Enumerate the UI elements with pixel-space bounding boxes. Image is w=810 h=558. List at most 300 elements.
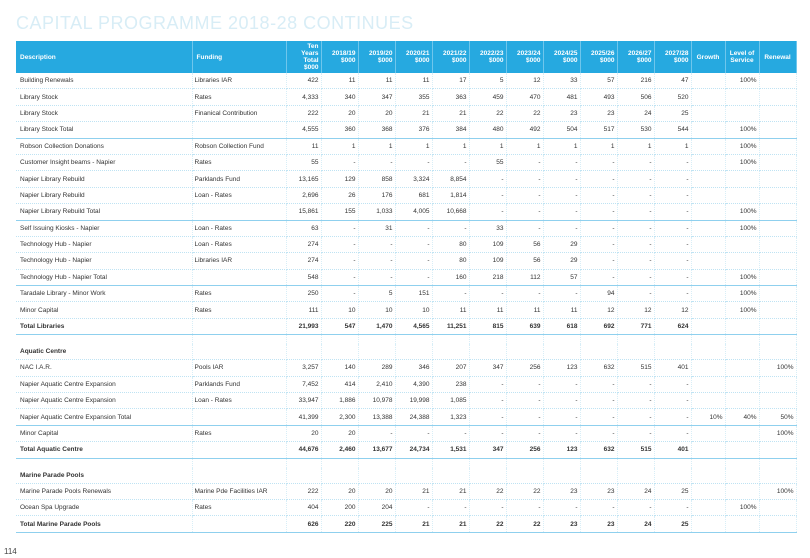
cell-value: - bbox=[358, 253, 395, 269]
cell-value: 1,323 bbox=[432, 409, 469, 425]
column-header: 2021/22 $000 bbox=[432, 41, 469, 73]
cell-description: Minor Capital bbox=[16, 425, 192, 441]
cell-value bbox=[691, 499, 725, 515]
cell-value bbox=[759, 458, 796, 468]
cell-value: 7,452 bbox=[286, 376, 321, 392]
cell-value: 94 bbox=[580, 286, 617, 302]
cell-value bbox=[759, 89, 796, 105]
cell-value: - bbox=[469, 171, 506, 187]
cell-value: 771 bbox=[617, 318, 654, 334]
cell-funding bbox=[192, 409, 286, 425]
cell-value: 25 bbox=[654, 105, 691, 121]
cell-value: 11 bbox=[321, 73, 358, 89]
cell-description bbox=[16, 458, 192, 468]
cell-value: 1 bbox=[617, 138, 654, 154]
cell-value: 11,251 bbox=[432, 318, 469, 334]
cell-value: 100% bbox=[725, 122, 759, 138]
cell-value: - bbox=[617, 376, 654, 392]
cell-funding: Rates bbox=[192, 499, 286, 515]
cell-value bbox=[725, 516, 759, 532]
cell-funding bbox=[192, 122, 286, 138]
cell-value: 2,696 bbox=[286, 187, 321, 203]
cell-value bbox=[691, 425, 725, 441]
cell-description: Napier Library Rebuild bbox=[16, 187, 192, 203]
cell-description: Ocean Spa Upgrade bbox=[16, 499, 192, 515]
cell-funding: Marine Pde Facilities IAR bbox=[192, 483, 286, 499]
cell-value: 21 bbox=[395, 516, 432, 532]
table-row bbox=[16, 154, 796, 170]
cell-value bbox=[759, 171, 796, 187]
cell-value: 376 bbox=[395, 122, 432, 138]
cell-description: Technology Hub - Napier Total bbox=[16, 269, 192, 285]
cell-funding bbox=[192, 468, 286, 484]
cell-value: - bbox=[580, 171, 617, 187]
cell-value: 207 bbox=[432, 360, 469, 376]
cell-value: - bbox=[506, 409, 543, 425]
cell-value bbox=[691, 269, 725, 285]
section-heading-row bbox=[16, 468, 796, 484]
cell-value bbox=[759, 516, 796, 532]
cell-value: - bbox=[617, 409, 654, 425]
cell-value: 238 bbox=[432, 376, 469, 392]
table-row bbox=[16, 171, 796, 187]
cell-description: Aquatic Centre bbox=[16, 344, 192, 360]
cell-value: - bbox=[321, 286, 358, 302]
cell-value: 1,033 bbox=[358, 204, 395, 220]
cell-value bbox=[321, 458, 358, 468]
table-row bbox=[16, 376, 796, 392]
cell-value bbox=[691, 204, 725, 220]
cell-value bbox=[469, 335, 506, 345]
cell-value: 41,399 bbox=[286, 409, 321, 425]
cell-value: 256 bbox=[506, 442, 543, 458]
cell-value: - bbox=[469, 286, 506, 302]
cell-value bbox=[617, 458, 654, 468]
cell-value: - bbox=[580, 154, 617, 170]
column-header: 2026/27 $000 bbox=[617, 41, 654, 73]
cell-description: Library Stock bbox=[16, 89, 192, 105]
cell-value: 218 bbox=[469, 269, 506, 285]
cell-value: 3,257 bbox=[286, 360, 321, 376]
cell-value bbox=[691, 89, 725, 105]
cell-value: 55 bbox=[469, 154, 506, 170]
cell-value bbox=[691, 360, 725, 376]
cell-value: - bbox=[654, 286, 691, 302]
cell-value: 681 bbox=[395, 187, 432, 203]
cell-value: 33 bbox=[543, 73, 580, 89]
cell-value: - bbox=[543, 286, 580, 302]
cell-value bbox=[395, 344, 432, 360]
cell-value: 815 bbox=[469, 318, 506, 334]
cell-value: - bbox=[432, 499, 469, 515]
cell-value: - bbox=[395, 220, 432, 236]
cell-value: 47 bbox=[654, 73, 691, 89]
cell-value: 493 bbox=[580, 89, 617, 105]
cell-value: 22 bbox=[506, 105, 543, 121]
cell-value: - bbox=[654, 253, 691, 269]
cell-value: - bbox=[469, 425, 506, 441]
cell-value: 21 bbox=[432, 483, 469, 499]
cell-value: 100% bbox=[725, 73, 759, 89]
cell-value: 24,734 bbox=[395, 442, 432, 458]
cell-value: 21 bbox=[432, 105, 469, 121]
subtotal-row bbox=[16, 269, 796, 285]
cell-value bbox=[691, 516, 725, 532]
cell-value: 274 bbox=[286, 253, 321, 269]
cell-value bbox=[759, 468, 796, 484]
cell-description: Total Marine Parade Pools bbox=[16, 516, 192, 532]
cell-value bbox=[286, 344, 321, 360]
cell-value: - bbox=[580, 393, 617, 409]
cell-value bbox=[580, 468, 617, 484]
cell-value bbox=[321, 335, 358, 345]
cell-value: 24 bbox=[617, 483, 654, 499]
cell-value: 24 bbox=[617, 105, 654, 121]
cell-value bbox=[759, 335, 796, 345]
cell-value: 176 bbox=[358, 187, 395, 203]
cell-value: - bbox=[654, 409, 691, 425]
cell-value: 10,978 bbox=[358, 393, 395, 409]
cell-value bbox=[432, 335, 469, 345]
page-number: 114 bbox=[4, 547, 17, 556]
cell-value: 57 bbox=[543, 269, 580, 285]
cell-value: 63 bbox=[286, 220, 321, 236]
cell-value: 100% bbox=[725, 220, 759, 236]
cell-value: 100% bbox=[725, 286, 759, 302]
cell-value: - bbox=[469, 409, 506, 425]
column-header: Renewal bbox=[759, 41, 796, 73]
cell-value: 2,300 bbox=[321, 409, 358, 425]
cell-value: 360 bbox=[321, 122, 358, 138]
cell-value: 4,390 bbox=[395, 376, 432, 392]
cell-value: - bbox=[321, 269, 358, 285]
cell-value: - bbox=[580, 220, 617, 236]
cell-value: 692 bbox=[580, 318, 617, 334]
cell-funding bbox=[192, 318, 286, 334]
column-header: Description bbox=[16, 41, 192, 73]
cell-value: 422 bbox=[286, 73, 321, 89]
cell-value: 480 bbox=[469, 122, 506, 138]
cell-value: - bbox=[395, 269, 432, 285]
cell-value bbox=[580, 335, 617, 345]
cell-value: 25 bbox=[654, 516, 691, 532]
cell-value bbox=[358, 335, 395, 345]
column-header: 2024/25 $000 bbox=[543, 41, 580, 73]
grand-total-row bbox=[16, 442, 796, 458]
cell-value bbox=[654, 344, 691, 360]
cell-value bbox=[759, 138, 796, 154]
cell-value: 8,854 bbox=[432, 171, 469, 187]
cell-value: 109 bbox=[469, 236, 506, 252]
table-row bbox=[16, 483, 796, 499]
cell-value bbox=[432, 344, 469, 360]
cell-description: Technology Hub - Napier bbox=[16, 236, 192, 252]
cell-value bbox=[725, 468, 759, 484]
cell-value: 1 bbox=[395, 138, 432, 154]
cell-value: 1,531 bbox=[432, 442, 469, 458]
cell-value: 204 bbox=[358, 499, 395, 515]
cell-value: - bbox=[358, 269, 395, 285]
cell-value: 11 bbox=[358, 73, 395, 89]
cell-value: - bbox=[617, 425, 654, 441]
cell-value: 26 bbox=[321, 187, 358, 203]
column-header: 2020/21 $000 bbox=[395, 41, 432, 73]
cell-value bbox=[691, 122, 725, 138]
column-header: Growth bbox=[691, 41, 725, 73]
cell-funding: Loan - Rates bbox=[192, 236, 286, 252]
table-row bbox=[16, 105, 796, 121]
cell-value: - bbox=[654, 499, 691, 515]
cell-value: 639 bbox=[506, 318, 543, 334]
cell-description: Self Issuing Kiosks - Napier bbox=[16, 220, 192, 236]
cell-value: 4,005 bbox=[395, 204, 432, 220]
cell-value: - bbox=[654, 220, 691, 236]
cell-value: - bbox=[506, 499, 543, 515]
cell-value bbox=[506, 468, 543, 484]
section-heading-row bbox=[16, 344, 796, 360]
cell-value: 22 bbox=[506, 516, 543, 532]
cell-value: 1 bbox=[654, 138, 691, 154]
cell-value: - bbox=[580, 204, 617, 220]
cell-value bbox=[543, 468, 580, 484]
column-header: 2023/24 $000 bbox=[506, 41, 543, 73]
cell-value bbox=[691, 187, 725, 203]
cell-value: - bbox=[395, 154, 432, 170]
cell-value bbox=[759, 302, 796, 318]
cell-value: 3,324 bbox=[395, 171, 432, 187]
cell-value: 11 bbox=[506, 302, 543, 318]
cell-value: 109 bbox=[469, 253, 506, 269]
cell-description: Total Aquatic Centre bbox=[16, 442, 192, 458]
cell-value: 1,886 bbox=[321, 393, 358, 409]
cell-value: 347 bbox=[469, 360, 506, 376]
cell-value: 21 bbox=[395, 483, 432, 499]
cell-funding: Rates bbox=[192, 302, 286, 318]
cell-value: 12 bbox=[617, 302, 654, 318]
table-header-row bbox=[16, 41, 796, 73]
table-row bbox=[16, 138, 796, 154]
cell-value: - bbox=[395, 425, 432, 441]
cell-value: 20 bbox=[321, 425, 358, 441]
cell-value: - bbox=[543, 187, 580, 203]
cell-value bbox=[691, 376, 725, 392]
cell-value: 1 bbox=[543, 138, 580, 154]
table-row bbox=[16, 73, 796, 89]
cell-value bbox=[691, 236, 725, 252]
cell-value: 470 bbox=[506, 89, 543, 105]
cell-value: 632 bbox=[580, 442, 617, 458]
cell-value: - bbox=[617, 253, 654, 269]
cell-value: 22 bbox=[506, 483, 543, 499]
cell-value bbox=[725, 236, 759, 252]
cell-funding: Loan - Rates bbox=[192, 187, 286, 203]
column-header: 2019/20 $000 bbox=[358, 41, 395, 73]
cell-value: 20 bbox=[358, 483, 395, 499]
cell-value bbox=[759, 318, 796, 334]
cell-value: 80 bbox=[432, 253, 469, 269]
cell-value: 515 bbox=[617, 442, 654, 458]
cell-funding: Libraries IAR bbox=[192, 73, 286, 89]
cell-value: - bbox=[506, 171, 543, 187]
cell-description: Marine Parade Pools Renewals bbox=[16, 483, 192, 499]
cell-value: 11 bbox=[395, 73, 432, 89]
cell-description: Library Stock bbox=[16, 105, 192, 121]
cell-value: 23 bbox=[580, 516, 617, 532]
cell-funding bbox=[192, 458, 286, 468]
cell-value: 140 bbox=[321, 360, 358, 376]
cell-description: Napier Aquatic Centre Expansion Total bbox=[16, 409, 192, 425]
cell-value: - bbox=[506, 154, 543, 170]
cell-description: Napier Library Rebuild Total bbox=[16, 204, 192, 220]
cell-value: - bbox=[543, 154, 580, 170]
cell-value bbox=[506, 335, 543, 345]
cell-value bbox=[321, 468, 358, 484]
cell-funding: Pools IAR bbox=[192, 360, 286, 376]
cell-value: 4,333 bbox=[286, 89, 321, 105]
cell-value bbox=[543, 344, 580, 360]
cell-funding: Rates bbox=[192, 89, 286, 105]
cell-value bbox=[725, 425, 759, 441]
cell-description: Napier Library Rebuild bbox=[16, 171, 192, 187]
cell-value: 100% bbox=[725, 269, 759, 285]
cell-value: 19,998 bbox=[395, 393, 432, 409]
cell-value: 21,993 bbox=[286, 318, 321, 334]
cell-value: - bbox=[469, 187, 506, 203]
cell-value: - bbox=[543, 171, 580, 187]
cell-value: 459 bbox=[469, 89, 506, 105]
cell-value: 123 bbox=[543, 360, 580, 376]
cell-value: 151 bbox=[395, 286, 432, 302]
cell-value: - bbox=[469, 376, 506, 392]
cell-value: 2,410 bbox=[358, 376, 395, 392]
cell-value: 347 bbox=[358, 89, 395, 105]
cell-value: 21 bbox=[432, 516, 469, 532]
cell-description: Building Renewals bbox=[16, 73, 192, 89]
cell-value: 33,947 bbox=[286, 393, 321, 409]
cell-value bbox=[759, 204, 796, 220]
cell-value: - bbox=[654, 187, 691, 203]
cell-value bbox=[759, 122, 796, 138]
cell-value bbox=[691, 220, 725, 236]
cell-value: 24,388 bbox=[395, 409, 432, 425]
cell-value: - bbox=[506, 425, 543, 441]
spacer-row bbox=[16, 335, 796, 345]
cell-value: 22 bbox=[469, 483, 506, 499]
cell-value: 225 bbox=[358, 516, 395, 532]
cell-description: Robson Collection Donations bbox=[16, 138, 192, 154]
cell-funding bbox=[192, 204, 286, 220]
cell-value: 517 bbox=[580, 122, 617, 138]
cell-value bbox=[321, 344, 358, 360]
cell-value bbox=[759, 73, 796, 89]
cell-value: 618 bbox=[543, 318, 580, 334]
cell-value bbox=[543, 458, 580, 468]
cell-value bbox=[691, 318, 725, 334]
cell-value bbox=[725, 360, 759, 376]
cell-value bbox=[469, 468, 506, 484]
cell-value: 29 bbox=[543, 253, 580, 269]
cell-value bbox=[759, 269, 796, 285]
cell-funding bbox=[192, 269, 286, 285]
cell-value: - bbox=[506, 376, 543, 392]
cell-value: 220 bbox=[321, 516, 358, 532]
cell-value bbox=[691, 73, 725, 89]
cell-value: - bbox=[469, 393, 506, 409]
cell-value: - bbox=[580, 253, 617, 269]
cell-value: 100% bbox=[725, 499, 759, 515]
cell-value: 10 bbox=[321, 302, 358, 318]
cell-value bbox=[358, 344, 395, 360]
cell-value: 250 bbox=[286, 286, 321, 302]
cell-value: - bbox=[321, 253, 358, 269]
table-row bbox=[16, 393, 796, 409]
cell-value: 11 bbox=[543, 302, 580, 318]
cell-value: 17 bbox=[432, 73, 469, 89]
table-row bbox=[16, 360, 796, 376]
table-row bbox=[16, 187, 796, 203]
cell-value: - bbox=[543, 393, 580, 409]
cell-value bbox=[725, 483, 759, 499]
cell-value: 155 bbox=[321, 204, 358, 220]
spacer-row bbox=[16, 458, 796, 468]
cell-value: - bbox=[543, 204, 580, 220]
cell-value: - bbox=[432, 154, 469, 170]
cell-description: Marine Parade Pools bbox=[16, 468, 192, 484]
cell-value bbox=[759, 286, 796, 302]
cell-value: 384 bbox=[432, 122, 469, 138]
cell-funding: Libraries IAR bbox=[192, 253, 286, 269]
cell-value: 1 bbox=[580, 138, 617, 154]
cell-value: 404 bbox=[286, 499, 321, 515]
cell-value bbox=[469, 458, 506, 468]
cell-value bbox=[759, 187, 796, 203]
cell-value: 40% bbox=[725, 409, 759, 425]
column-header: 2022/23 $000 bbox=[469, 41, 506, 73]
cell-value: - bbox=[506, 204, 543, 220]
cell-value bbox=[654, 335, 691, 345]
cell-value: 216 bbox=[617, 73, 654, 89]
cell-value: - bbox=[506, 187, 543, 203]
subtotal-row bbox=[16, 204, 796, 220]
cell-value bbox=[759, 376, 796, 392]
column-header: 2027/28 $000 bbox=[654, 41, 691, 73]
column-header: 2025/26 $000 bbox=[580, 41, 617, 73]
cell-value: 11 bbox=[286, 138, 321, 154]
cell-value: 21 bbox=[395, 105, 432, 121]
cell-value bbox=[759, 499, 796, 515]
cell-value bbox=[691, 154, 725, 170]
cell-value bbox=[759, 154, 796, 170]
cell-value bbox=[725, 376, 759, 392]
cell-value: 200 bbox=[321, 499, 358, 515]
cell-value: - bbox=[654, 171, 691, 187]
cell-funding: Loan - Rates bbox=[192, 393, 286, 409]
cell-value: - bbox=[654, 393, 691, 409]
cell-value bbox=[691, 335, 725, 345]
cell-value bbox=[725, 458, 759, 468]
cell-value bbox=[580, 458, 617, 468]
cell-value: 44,676 bbox=[286, 442, 321, 458]
table-row bbox=[16, 302, 796, 318]
page-title: CAPITAL PROGRAMME 2018-28 CONTINUES bbox=[16, 13, 414, 33]
cell-value: - bbox=[580, 187, 617, 203]
cell-value: 10% bbox=[691, 409, 725, 425]
cell-value: 100% bbox=[725, 154, 759, 170]
cell-value: 858 bbox=[358, 171, 395, 187]
cell-value bbox=[691, 105, 725, 121]
cell-value: - bbox=[580, 425, 617, 441]
cell-value: 274 bbox=[286, 236, 321, 252]
